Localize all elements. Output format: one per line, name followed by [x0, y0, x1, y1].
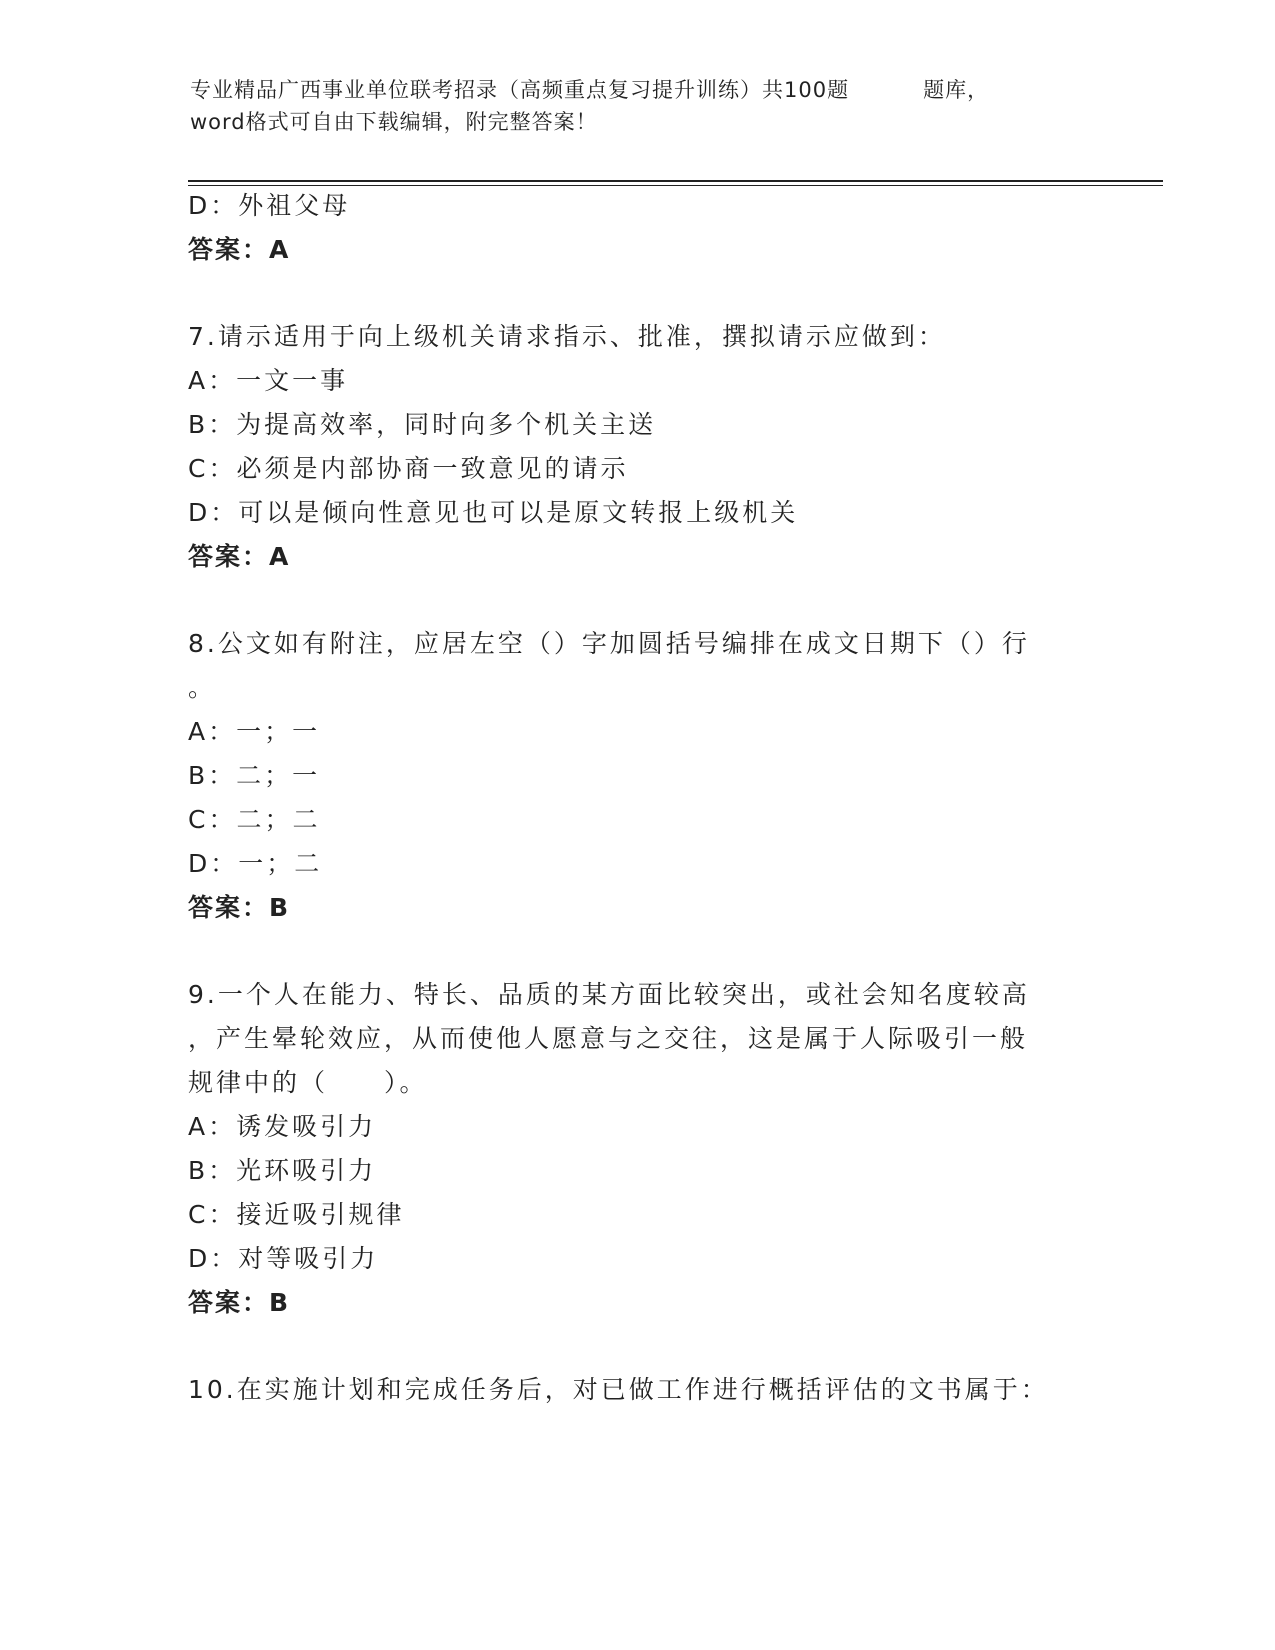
question-text-continued: 。	[188, 673, 217, 702]
option-line: A：诱发吸引力	[188, 1112, 377, 1141]
option-line: B：二；一	[188, 761, 321, 790]
question-text: 10.在实施计划和完成任务后，对已做工作进行概括评估的文书属于：	[188, 1375, 1049, 1404]
option-line: A：一文一事	[188, 366, 349, 395]
option-line: D：一；二	[188, 849, 323, 878]
option-line: C：必须是内部协商一致意见的请示	[188, 454, 629, 483]
answer-line: 答案：A	[188, 235, 291, 264]
header-title: 专业精品广西事业单位联考招录（高频重点复习提升训练）共100题	[190, 78, 850, 102]
option-line: B：为提高效率，同时向多个机关主送	[188, 410, 657, 439]
answer-line: 答案：A	[188, 542, 291, 571]
question-text: 8.公文如有附注，应居左空（）字加圆括号编排在成文日期下（）行	[188, 629, 1030, 658]
question-text-continued: ，产生晕轮效应，从而使他人愿意与之交往，这是属于人际吸引一般	[188, 1024, 1029, 1053]
option-line: B：光环吸引力	[188, 1156, 377, 1185]
header-line-2: word格式可自由下载编辑，附完整答案！	[190, 110, 598, 134]
header-divider-thick	[188, 180, 1163, 182]
header-divider-thin	[188, 185, 1163, 186]
option-line: C：接近吸引规律	[188, 1200, 405, 1229]
page-header	[190, 74, 1090, 138]
header-line-1	[190, 74, 1090, 106]
option-line: D：外祖父母	[188, 191, 351, 220]
answer-line: 答案：B	[188, 893, 291, 922]
option-line: D：可以是倾向性意见也可以是原文转报上级机关	[188, 498, 799, 527]
question-text-continued: 规律中的（ ）。	[188, 1068, 428, 1097]
option-line: C：二；二	[188, 805, 321, 834]
option-line: D：对等吸引力	[188, 1244, 379, 1273]
question-text: 7.请示适用于向上级机关请求指示、批准，撰拟请示应做到：	[188, 322, 946, 351]
answer-line: 答案：B	[188, 1288, 291, 1317]
question-text: 9.一个人在能力、特长、品质的某方面比较突出，或社会知名度较高	[188, 980, 1030, 1009]
header-title-suffix: 题库，	[923, 78, 990, 102]
option-line: A：一；一	[188, 717, 321, 746]
